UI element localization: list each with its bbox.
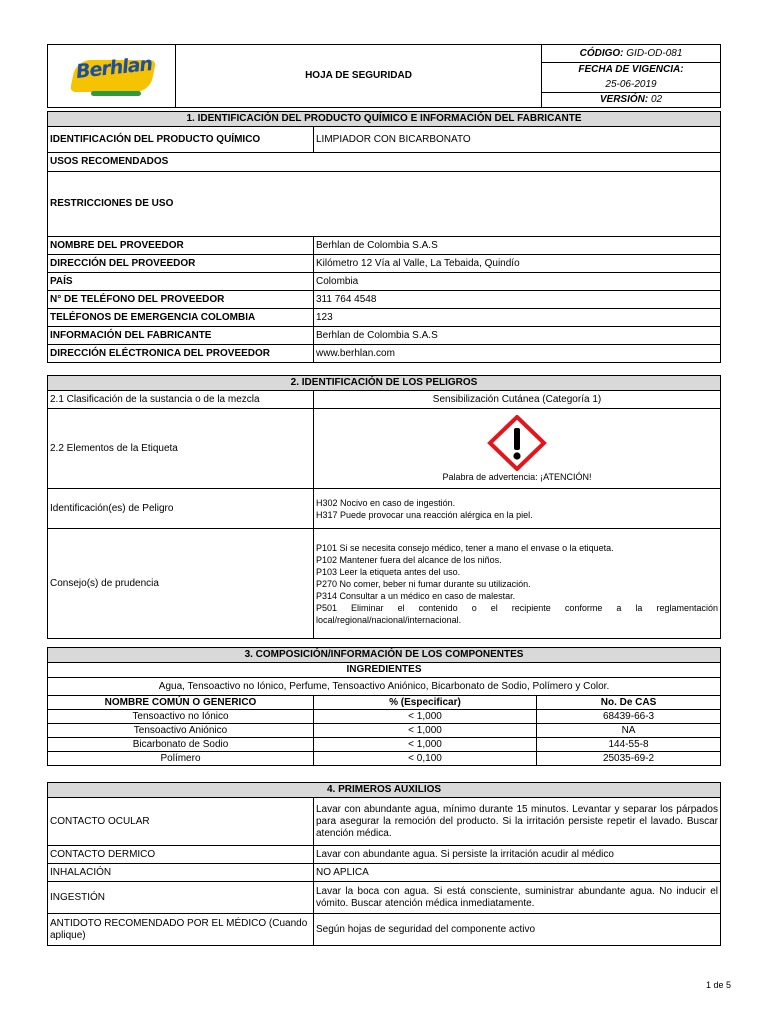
antidote-label: ANTIDOTO RECOMENDADO POR EL MÉDICO (Cuando aplique)	[48, 914, 314, 946]
label-elements-cell	[314, 409, 721, 489]
col-header-name: NOMBRE COMÚN O GENERICO	[48, 696, 314, 710]
document-header	[47, 44, 720, 108]
section-4	[47, 782, 720, 946]
website-label: DIRECCIÓN ELÉCTRONICA DEL PROVEEDOR	[48, 345, 314, 363]
code-cell: CÓDIGO: GID-OD-081	[542, 45, 721, 63]
emergency-phone-label: TELÉFONOS DE EMERGENCIA COLOMBIA	[48, 309, 314, 327]
hazard-label: Identificación(es) de Peligro	[48, 489, 314, 529]
ingredients-title: INGREDIENTES	[48, 663, 721, 678]
page-number: 1 de 5	[705, 980, 731, 990]
table-row: Polímero < 0,100 25035-69-2	[48, 752, 721, 766]
section-3-title: 3. COMPOSICIÓN/INFORMACIÓN DE LOS COMPONENTES	[48, 648, 721, 663]
col-header-cas: No. De CAS	[537, 696, 721, 710]
uses-label: USOS RECOMENDADOS	[48, 153, 314, 172]
supplier-address-value: Kilómetro 12 Vía al Valle, La Tebaida, Quindío	[314, 255, 721, 273]
country-value: Colombia	[314, 273, 721, 291]
phone-value: 311 764 4548	[314, 291, 721, 309]
validity-label: FECHA DE VIGENCIA:	[542, 63, 721, 78]
skin-contact-label: CONTACTO DERMICO	[48, 846, 314, 864]
exclamation-mark-pictogram-icon	[487, 415, 547, 471]
table-row: Tensoactivo Aniónico < 1,000 NA	[48, 724, 721, 738]
inhalation-value: NO APLICA	[314, 864, 721, 882]
section-2-title: 2. IDENTIFICACIÓN DE LOS PELIGROS	[48, 376, 721, 391]
website-value: www.berhlan.com	[314, 345, 721, 363]
section-2	[47, 375, 720, 639]
berhlan-logo: Berhlan	[69, 56, 155, 96]
section-3	[47, 647, 720, 766]
emergency-phone-value: 123	[314, 309, 721, 327]
ingestion-label: INGESTIÓN	[48, 882, 314, 914]
classification-label: 2.1 Clasificación de la sustancia o de la mezcla	[48, 391, 314, 409]
section-1-title: 1. IDENTIFICACIÓN DEL PRODUCTO QUÍMICO E INFORMACIÓN DEL FABRICANTE	[48, 112, 721, 127]
validity-value: 25-06-2019	[542, 78, 721, 93]
inhalation-label: INHALACIÓN	[48, 864, 314, 882]
prudence-label: Consejo(s) de prudencia	[48, 529, 314, 639]
restrictions-value	[314, 172, 721, 237]
product-id-label: IDENTIFICACIÓN DEL PRODUCTO QUÍMICO	[48, 127, 314, 153]
table-row: Bicarbonato de Sodio < 1,000 144-55-8	[48, 738, 721, 752]
restrictions-label: RESTRICCIONES DE USO	[48, 172, 314, 237]
manufacturer-value: Berhlan de Colombia S.A.S	[314, 327, 721, 345]
label-elements-label: 2.2 Elementos de la Etiqueta	[48, 409, 314, 489]
prudence-statements: P101 Si se necesita consejo médico, tener a mano el envase o la etiqueta. P102 Mantener fuera del alcance de los niños. P103 Leer la etiqueta antes del uso. P270 No comer, beber ni fumar durante su utilización. P314 Consultar a un médico en caso de malestar. P501 Eliminar el contenido o el recipiente conforme a la reglamentación local/regional/nacional/internacional.	[314, 529, 721, 639]
country-label: PAÍS	[48, 273, 314, 291]
classification-value: Sensibilización Cutánea (Categoría 1)	[314, 391, 721, 409]
phone-label: N° DE TELÉFONO DEL PROVEEDOR	[48, 291, 314, 309]
supplier-name-value: Berhlan de Colombia S.A.S	[314, 237, 721, 255]
antidote-value: Según hojas de seguridad del componente activo	[314, 914, 721, 946]
signal-word: Palabra de advertencia: ¡ATENCIÓN!	[442, 471, 592, 482]
table-row: Tensoactivo no Iónico < 1,000 68439-66-3	[48, 710, 721, 724]
manufacturer-label: INFORMACIÓN DEL FABRICANTE	[48, 327, 314, 345]
supplier-name-label: NOMBRE DEL PROVEEDOR	[48, 237, 314, 255]
document-title: HOJA DE SEGURIDAD	[176, 45, 542, 108]
skin-contact-value: Lavar con abundante agua. Si persiste la irritación acudir al médico	[314, 846, 721, 864]
col-header-percent: % (Especificar)	[314, 696, 537, 710]
ingestion-value: Lavar la boca con agua. Si está consciente, suministrar abundante agua. No inducir el vómito. Buscar atención médica inmediatamente.	[314, 882, 721, 914]
supplier-address-label: DIRECCIÓN DEL PROVEEDOR	[48, 255, 314, 273]
eye-contact-value: Lavar con abundante agua, mínimo durante 15 minutos. Levantar y separar los párpados para asegurar la remoción del producto. Si la irritación persiste repetir el lavado. Buscar atención médica.	[314, 798, 721, 846]
section-1	[47, 111, 720, 363]
section-4-title: 4. PRIMEROS AUXILIOS	[48, 783, 721, 798]
product-id-value: LIMPIADOR CON BICARBONATO	[314, 127, 721, 153]
version-cell: VERSIÓN: 02	[542, 93, 721, 108]
uses-value	[314, 153, 721, 172]
hazard-statements: H302 Nocivo en caso de ingestión. H317 Puede provocar una reacción alérgica en la piel.	[314, 489, 721, 529]
eye-contact-label: CONTACTO OCULAR	[48, 798, 314, 846]
logo-cell	[48, 45, 176, 108]
ingredients-text: Agua, Tensoactivo no Iónico, Perfume, Tensoactivo Aniónico, Bicarbonato de Sodio, Polímero y Color.	[48, 678, 721, 696]
